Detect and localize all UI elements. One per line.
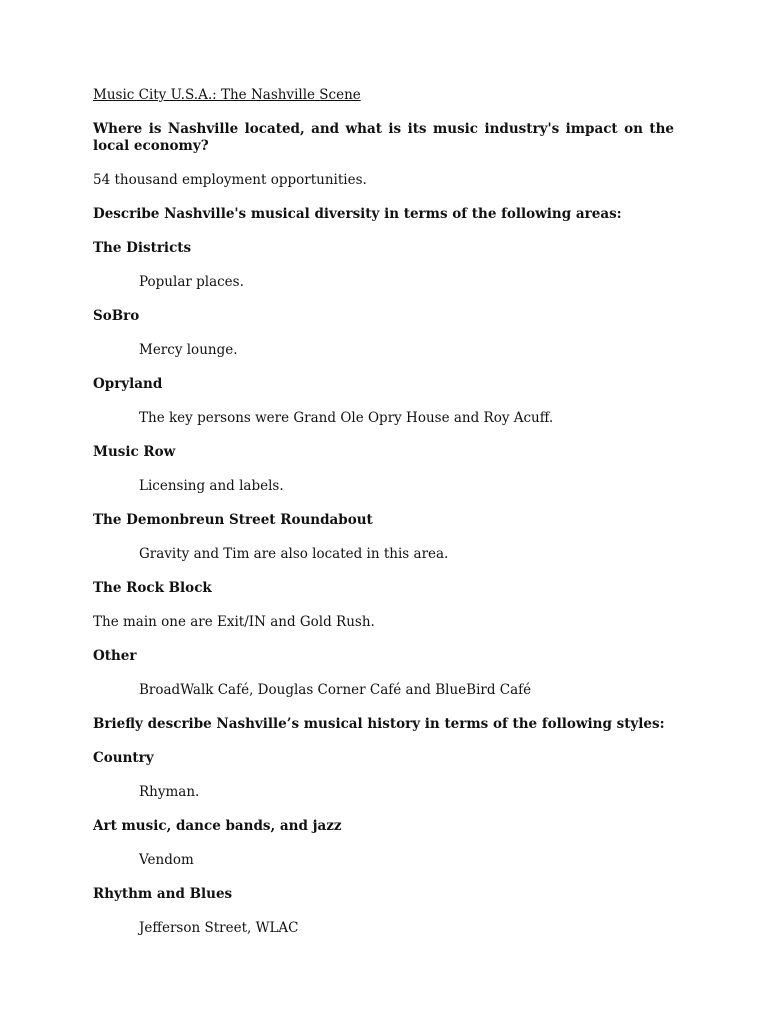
- area-heading-sobro: SoBro: [93, 308, 140, 324]
- area-heading-districts: The Districts: [93, 240, 192, 256]
- area-answer-districts: Popular places.: [139, 274, 244, 290]
- area-heading-rock-block: The Rock Block: [93, 580, 212, 596]
- area-heading-other: Other: [93, 648, 137, 664]
- style-answer-art-music: Vendom: [139, 852, 194, 868]
- area-heading-opryland: Opryland: [93, 376, 163, 392]
- style-answer-country: Rhyman.: [139, 784, 200, 800]
- area-answer-other: BroadWalk Café, Douglas Corner Café and BlueBird Café: [139, 682, 532, 698]
- area-answer-opryland: The key persons were Grand Ole Opry House and Roy Acuff.: [139, 410, 554, 426]
- question-history: Briefly describe Nashville’s musical history in terms of the following styles:: [93, 716, 665, 732]
- area-answer-sobro: Mercy lounge.: [139, 342, 238, 358]
- style-answer-rhythm-blues: Jefferson Street, WLAC: [139, 920, 299, 936]
- style-heading-country: Country: [93, 750, 154, 766]
- question-location: Where is Nashville located, and what is its music industry's impact on the local economy?: [93, 121, 674, 154]
- style-heading-art-music: Art music, dance bands, and jazz: [93, 818, 342, 834]
- area-answer-rock-block: The main one are Exit/IN and Gold Rush.: [93, 614, 375, 630]
- document-title: Music City U.S.A.: The Nashville Scene: [93, 87, 361, 103]
- area-heading-music-row: Music Row: [93, 444, 176, 460]
- question-diversity: Describe Nashville's musical diversity in terms of the following areas:: [93, 206, 622, 222]
- answer-location: 54 thousand employment opportunities.: [93, 172, 367, 188]
- area-answer-music-row: Licensing and labels.: [139, 478, 284, 494]
- document-page: [93, 87, 674, 937]
- area-heading-roundabout: The Demonbreun Street Roundabout: [93, 512, 373, 528]
- area-answer-roundabout: Gravity and Tim are also located in this area.: [139, 546, 449, 562]
- style-heading-rhythm-blues: Rhythm and Blues: [93, 886, 233, 902]
